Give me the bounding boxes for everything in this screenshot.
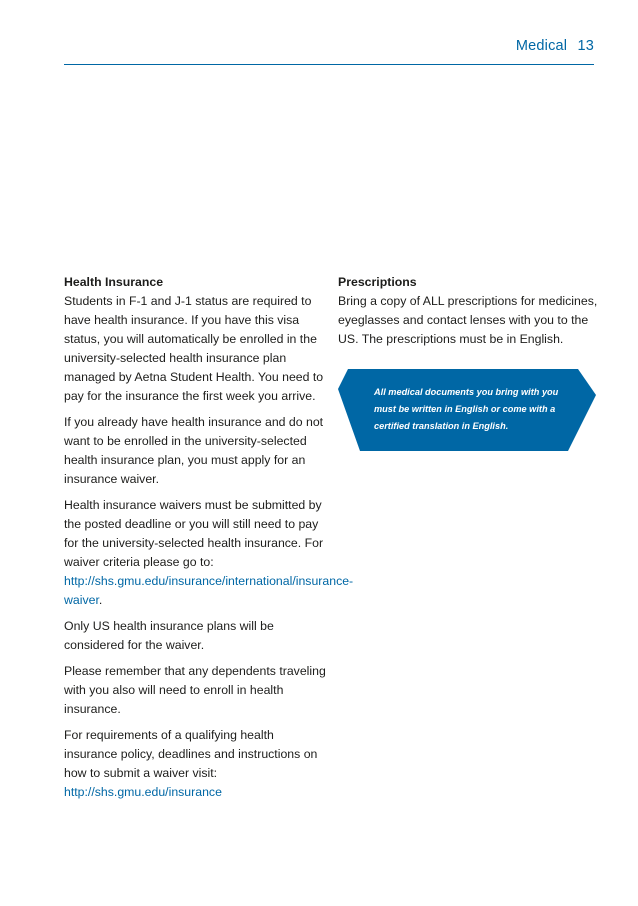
health-insurance-paragraph-3	[64, 496, 354, 610]
health-insurance-paragraph-2: If you already have health insurance and do not want to be enrolled in the university-selected health insurance plan, you must apply for an insurance waiver.	[64, 415, 324, 486]
insurance-link[interactable]: http://shs.gmu.edu/insurance	[64, 785, 222, 799]
waiver-criteria-text: Health insurance waivers must be submitted by the posted deadline or you will still need to pay for the university-selected health insurance. For waiver criteria please go to:	[64, 498, 324, 569]
health-insurance-paragraph-4: Only US health insurance plans will be considered for the waiver.	[64, 619, 274, 652]
requirements-text: For requirements of a qualifying health insurance policy, deadlines and instructions on how to submit a waiver visit:	[64, 728, 318, 780]
header-rule	[64, 64, 594, 65]
page-header	[516, 38, 594, 54]
health-insurance-section	[64, 273, 354, 809]
callout-text: All medical documents you bring with you must be written in English or come with a certified translation in English.	[374, 387, 559, 431]
health-insurance-paragraph-5: Please remember that any dependents traveling with you also will need to enroll in health insurance.	[64, 664, 326, 716]
health-insurance-paragraph-1: Students in F-1 and J-1 status are required to have health insurance. If you have this visa status, you will automatically be enrolled in the university-selected health insurance plan managed by Aetna Student Health. You need to pay for the insurance the first week you arrive.	[64, 294, 324, 403]
waiver-criteria-link[interactable]: http://shs.gmu.edu/insurance/international/insurance-waiver	[64, 574, 354, 607]
health-insurance-heading: Health Insurance	[64, 275, 164, 289]
prescriptions-heading: Prescriptions	[338, 275, 417, 289]
waiver-criteria-end: .	[98, 593, 103, 607]
section-title: Medical	[515, 38, 568, 54]
prescriptions-section	[338, 273, 600, 356]
health-insurance-paragraph-6	[64, 726, 326, 802]
medical-documents-callout	[338, 369, 596, 451]
prescriptions-paragraph: Bring a copy of ALL prescriptions for medicines, eyeglasses and contact lenses with you to the US. The prescriptions must be in English.	[338, 294, 598, 346]
page-number: 13	[577, 38, 594, 54]
